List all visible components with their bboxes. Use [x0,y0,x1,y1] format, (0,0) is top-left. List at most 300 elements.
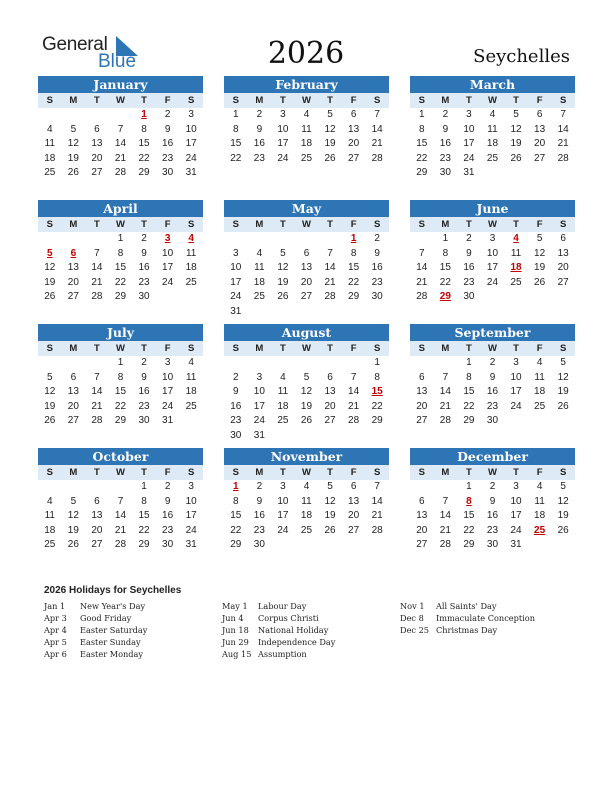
day-cell: 9 [374,247,380,259]
day-cell: 19 [557,386,569,398]
holiday-day-cell: 1 [350,233,357,244]
day-cell: 13 [416,386,428,398]
empty-day-cell [62,108,86,123]
weekday-label: M [441,95,450,106]
day-cell: 11 [534,371,545,383]
day-cell: 7 [442,495,449,507]
day-cell: 3 [188,109,194,120]
weekday-label: M [255,95,264,106]
month-header: November [224,448,389,465]
weekday-label: T [280,219,286,230]
day-cell: 2 [164,481,171,492]
weekday-label: S [46,219,53,230]
day-cell: 28 [371,524,383,536]
empty-day-cell [342,538,366,553]
weekday-label: W [301,467,311,478]
day-cell: 7 [327,247,333,259]
empty-day-cell [248,305,272,320]
day-cell: 12 [44,386,56,398]
day-cell: 1 [442,233,449,244]
day-cell: 22 [371,400,383,412]
day-cell: 29 [114,291,127,303]
month-february [224,76,389,166]
day-cell: 21 [416,276,428,288]
week-row [224,414,389,429]
day-cell: 28 [91,415,103,427]
day-cell: 12 [67,138,79,150]
day-cell: 2 [466,233,472,244]
day-cell: 26 [67,539,79,551]
day-cell: 15 [416,138,428,150]
holiday-day-cell: 1 [233,481,239,492]
week-row [410,290,575,305]
day-cell: 15 [463,510,475,522]
day-cell: 21 [439,524,451,536]
week-row [224,137,389,152]
day-cell: 25 [44,167,56,179]
weekday-label: S [46,95,53,106]
holiday-date: May 1 [222,601,248,611]
week-row [38,538,203,553]
day-cell: 11 [534,495,545,507]
day-cell: 24 [162,276,174,288]
empty-day-cell [248,232,272,247]
weekday-label: S [187,467,195,478]
day-cell: 5 [327,481,333,492]
day-cell: 25 [44,539,56,551]
day-cell: 30 [138,415,150,427]
holiday-name: Easter Saturday [80,625,148,635]
holiday-day-cell: 8 [466,495,472,507]
day-cell: 8 [117,371,124,383]
holiday-name: Independence Day [258,637,336,647]
day-cell: 19 [67,152,79,164]
month-april [38,200,203,305]
empty-day-cell [62,232,86,247]
day-cell: 16 [486,386,499,398]
day-cell: 27 [416,415,428,427]
day-cell: 16 [486,510,499,522]
day-cell: 3 [280,109,286,120]
day-cell: 20 [348,138,360,150]
day-cell: 18 [486,138,499,150]
day-cell: 19 [44,276,56,288]
day-cell: 10 [162,247,174,259]
day-cell: 3 [280,481,286,492]
day-cell: 13 [67,262,79,274]
weekday-label: T [327,219,333,230]
day-cell: 28 [416,291,428,303]
day-cell: 31 [510,539,522,551]
day-cell: 24 [162,400,174,412]
day-cell: 8 [374,371,380,383]
day-cell: 8 [419,123,425,135]
weekday-label: W [487,219,497,230]
weekday-label: F [350,95,357,106]
week-row [410,495,575,510]
empty-day-cell [342,305,366,320]
day-cell: 22 [114,400,127,412]
holiday-name: New Year's Day [80,601,146,611]
weekday-label: S [373,219,381,230]
day-cell: 22 [230,152,242,164]
empty-day-cell [551,538,575,553]
weekday-label: T [513,343,519,354]
day-cell: 12 [534,247,546,259]
weekday-label: S [46,343,53,354]
weekday-label: F [536,343,543,354]
weekday-label: W [115,219,125,230]
day-cell: 26 [67,167,79,179]
day-cell: 5 [327,109,333,120]
weekday-label: S [46,467,53,478]
empty-day-cell [179,290,203,305]
day-cell: 11 [44,138,55,150]
day-cell: 2 [141,357,147,368]
day-cell: 15 [114,262,127,274]
day-cell: 13 [416,510,428,522]
day-cell: 28 [114,539,127,551]
day-cell: 23 [230,415,242,427]
day-cell: 23 [138,400,150,412]
weekday-label: T [513,467,519,478]
week-row [224,261,389,276]
day-cell: 9 [466,247,472,259]
weekday-label: T [141,343,147,354]
month-header: March [410,76,575,93]
empty-day-cell [271,356,295,371]
holiday-entry [400,612,535,624]
empty-day-cell [62,480,86,495]
day-cell: 26 [44,415,56,427]
week-row [38,261,203,276]
month-january [38,76,203,181]
week-row [224,538,389,553]
week-row [224,232,389,247]
day-cell: 1 [117,357,124,368]
weekday-label: S [373,95,381,106]
year-title: 2026 [267,36,345,71]
week-row [410,152,575,167]
day-cell: 24 [463,152,475,164]
weekday-header-row [38,93,203,108]
weekday-label: S [418,467,425,478]
holiday-date: Jan 1 [44,601,66,611]
empty-day-cell [109,108,133,123]
week-row [38,356,203,371]
day-cell: 28 [371,152,383,164]
day-cell: 12 [324,495,336,507]
weekday-label: S [232,95,239,106]
day-cell: 20 [67,400,79,412]
day-cell: 18 [534,386,546,398]
day-cell: 20 [300,276,313,288]
empty-day-cell [295,429,319,444]
day-cell: 29 [230,539,242,551]
day-cell: 28 [114,167,127,179]
month-september [410,324,575,429]
empty-day-cell [224,356,248,371]
day-cell: 15 [114,386,127,398]
day-cell: 14 [114,138,127,150]
holiday-entry [222,600,335,612]
month-header: May [224,200,389,217]
holiday-entry [44,648,147,660]
day-cell: 16 [230,400,242,412]
day-cell: 23 [253,152,265,164]
day-cell: 25 [185,276,197,288]
empty-day-cell [295,538,319,553]
day-cell: 25 [300,524,313,536]
day-cell: 13 [324,386,336,398]
empty-day-cell [248,356,272,371]
weekday-label: T [327,343,333,354]
month-august [224,324,389,444]
holiday-column [400,600,535,636]
empty-day-cell [410,232,434,247]
week-row [38,400,203,415]
week-row [410,232,575,247]
month-header: July [38,324,203,341]
holiday-name: Labour Day [258,601,307,611]
day-cell: 27 [534,152,546,164]
day-cell: 6 [350,109,357,120]
holiday-name: All Saints' Day [436,601,497,611]
weekday-label: M [441,219,450,230]
weekday-label: F [350,219,357,230]
day-cell: 7 [117,123,124,135]
day-cell: 17 [185,510,197,522]
day-cell: 4 [536,481,543,492]
week-row [38,495,203,510]
day-cell: 20 [416,400,428,412]
week-row [38,414,203,429]
day-cell: 6 [70,371,77,383]
day-cell: 4 [47,123,53,135]
weekday-label: S [187,343,195,354]
day-cell: 11 [510,247,522,259]
day-cell: 31 [185,167,197,179]
week-row [224,276,389,291]
empty-day-cell [365,429,389,444]
day-cell: 19 [510,138,522,150]
empty-day-cell [551,414,575,429]
empty-day-cell [318,356,342,371]
day-cell: 6 [94,495,100,507]
holiday-name: Assumption [258,649,307,659]
day-cell: 30 [486,415,499,427]
day-cell: 2 [164,109,171,120]
weekday-label: S [418,343,425,354]
weekday-label: S [418,219,425,230]
day-cell: 13 [348,123,360,135]
day-cell: 27 [91,167,103,179]
week-row [38,480,203,495]
weekday-label: F [350,343,357,354]
empty-day-cell [38,356,62,371]
weekday-label: S [232,343,239,354]
day-cell: 15 [138,510,150,522]
day-cell: 29 [463,415,475,427]
day-cell: 7 [374,109,380,120]
day-cell: 6 [560,233,566,244]
day-cell: 9 [233,386,239,398]
day-cell: 2 [442,109,449,120]
day-cell: 7 [350,371,357,383]
holiday-entry [222,624,335,636]
holiday-entry [400,624,535,636]
day-cell: 13 [300,262,313,274]
day-cell: 24 [277,524,289,536]
day-cell: 21 [114,524,127,536]
day-cell: 29 [138,167,150,179]
day-cell: 29 [138,539,150,551]
day-cell: 6 [350,481,357,492]
holiday-entry [44,600,147,612]
day-cell: 28 [324,291,336,303]
weekday-label: S [187,95,195,106]
day-cell: 31 [185,539,197,551]
day-cell: 29 [371,415,383,427]
holiday-name: Immaculate Conception [436,613,535,623]
day-cell: 27 [557,276,569,288]
day-cell: 19 [277,276,289,288]
weekday-label: T [141,95,147,106]
day-cell: 14 [439,386,451,398]
day-cell: 23 [253,524,265,536]
day-cell: 24 [230,291,242,303]
day-cell: 11 [277,386,289,398]
day-cell: 26 [557,400,569,412]
month-june [410,200,575,305]
day-cell: 12 [277,262,289,274]
week-row [224,290,389,305]
empty-day-cell [528,166,552,181]
weekday-label: S [559,95,567,106]
weekday-label: S [373,467,381,478]
holiday-entry [400,600,535,612]
day-cell: 30 [439,167,451,179]
weekday-label: T [94,95,100,106]
day-cell: 17 [277,510,289,522]
month-december [410,448,575,553]
week-row [38,137,203,152]
week-row [38,123,203,138]
empty-day-cell [528,538,552,553]
empty-day-cell [38,108,62,123]
weekday-label: T [141,467,147,478]
holiday-date: Apr 5 [44,637,67,647]
day-cell: 26 [557,524,569,536]
day-cell: 9 [141,371,147,383]
day-cell: 6 [419,371,425,383]
holiday-date: Apr 4 [44,625,67,635]
day-cell: 26 [324,524,336,536]
weekday-header-row [38,465,203,480]
day-cell: 23 [162,524,174,536]
holiday-name: Good Friday [80,613,132,623]
week-row [224,524,389,539]
week-row [410,276,575,291]
weekday-label: W [487,343,497,354]
week-row [38,524,203,539]
day-cell: 1 [117,233,124,244]
weekday-label: W [115,467,125,478]
weekday-label: M [69,219,78,230]
day-cell: 18 [185,262,197,274]
day-cell: 20 [91,524,103,536]
day-cell: 7 [94,247,100,259]
empty-day-cell [551,290,575,305]
weekday-label: W [115,95,125,106]
empty-day-cell [85,232,109,247]
weekday-label: F [536,95,543,106]
weekday-label: S [373,343,381,354]
day-cell: 10 [162,371,174,383]
day-cell: 31 [162,415,174,427]
empty-day-cell [295,305,319,320]
empty-day-cell [85,480,109,495]
day-cell: 29 [348,291,360,303]
empty-day-cell [410,356,434,371]
holiday-day-cell: 4 [188,233,194,244]
week-row [224,305,389,320]
weekday-label: T [327,95,333,106]
day-cell: 12 [557,495,569,507]
day-cell: 3 [188,481,194,492]
holiday-entry [44,624,147,636]
day-cell: 17 [510,386,522,398]
empty-day-cell [410,480,434,495]
day-cell: 4 [536,357,543,368]
day-cell: 3 [164,357,171,368]
day-cell: 3 [466,109,472,120]
week-row [38,290,203,305]
week-row [410,400,575,415]
weekday-label: T [141,219,147,230]
day-cell: 10 [510,371,522,383]
day-cell: 2 [489,357,496,368]
day-cell: 14 [439,510,451,522]
weekday-label: M [69,95,78,106]
day-cell: 8 [350,247,357,259]
day-cell: 25 [185,400,197,412]
weekday-header-row [410,341,575,356]
day-cell: 27 [67,291,79,303]
day-cell: 24 [185,524,197,536]
weekday-label: S [559,467,567,478]
day-cell: 11 [254,262,265,274]
week-row [224,509,389,524]
day-cell: 26 [534,276,546,288]
day-cell: 7 [374,481,380,492]
day-cell: 25 [300,152,313,164]
month-july [38,324,203,429]
day-cell: 11 [185,371,197,383]
week-row [410,414,575,429]
day-cell: 22 [416,152,428,164]
day-cell: 25 [486,152,499,164]
month-header: September [410,324,575,341]
day-cell: 16 [138,262,150,274]
month-header: August [224,324,389,341]
week-row [410,480,575,495]
holiday-day-cell: 15 [371,386,383,398]
week-row [410,385,575,400]
day-cell: 22 [138,152,150,164]
empty-day-cell [38,480,62,495]
weekday-label: W [301,95,311,106]
